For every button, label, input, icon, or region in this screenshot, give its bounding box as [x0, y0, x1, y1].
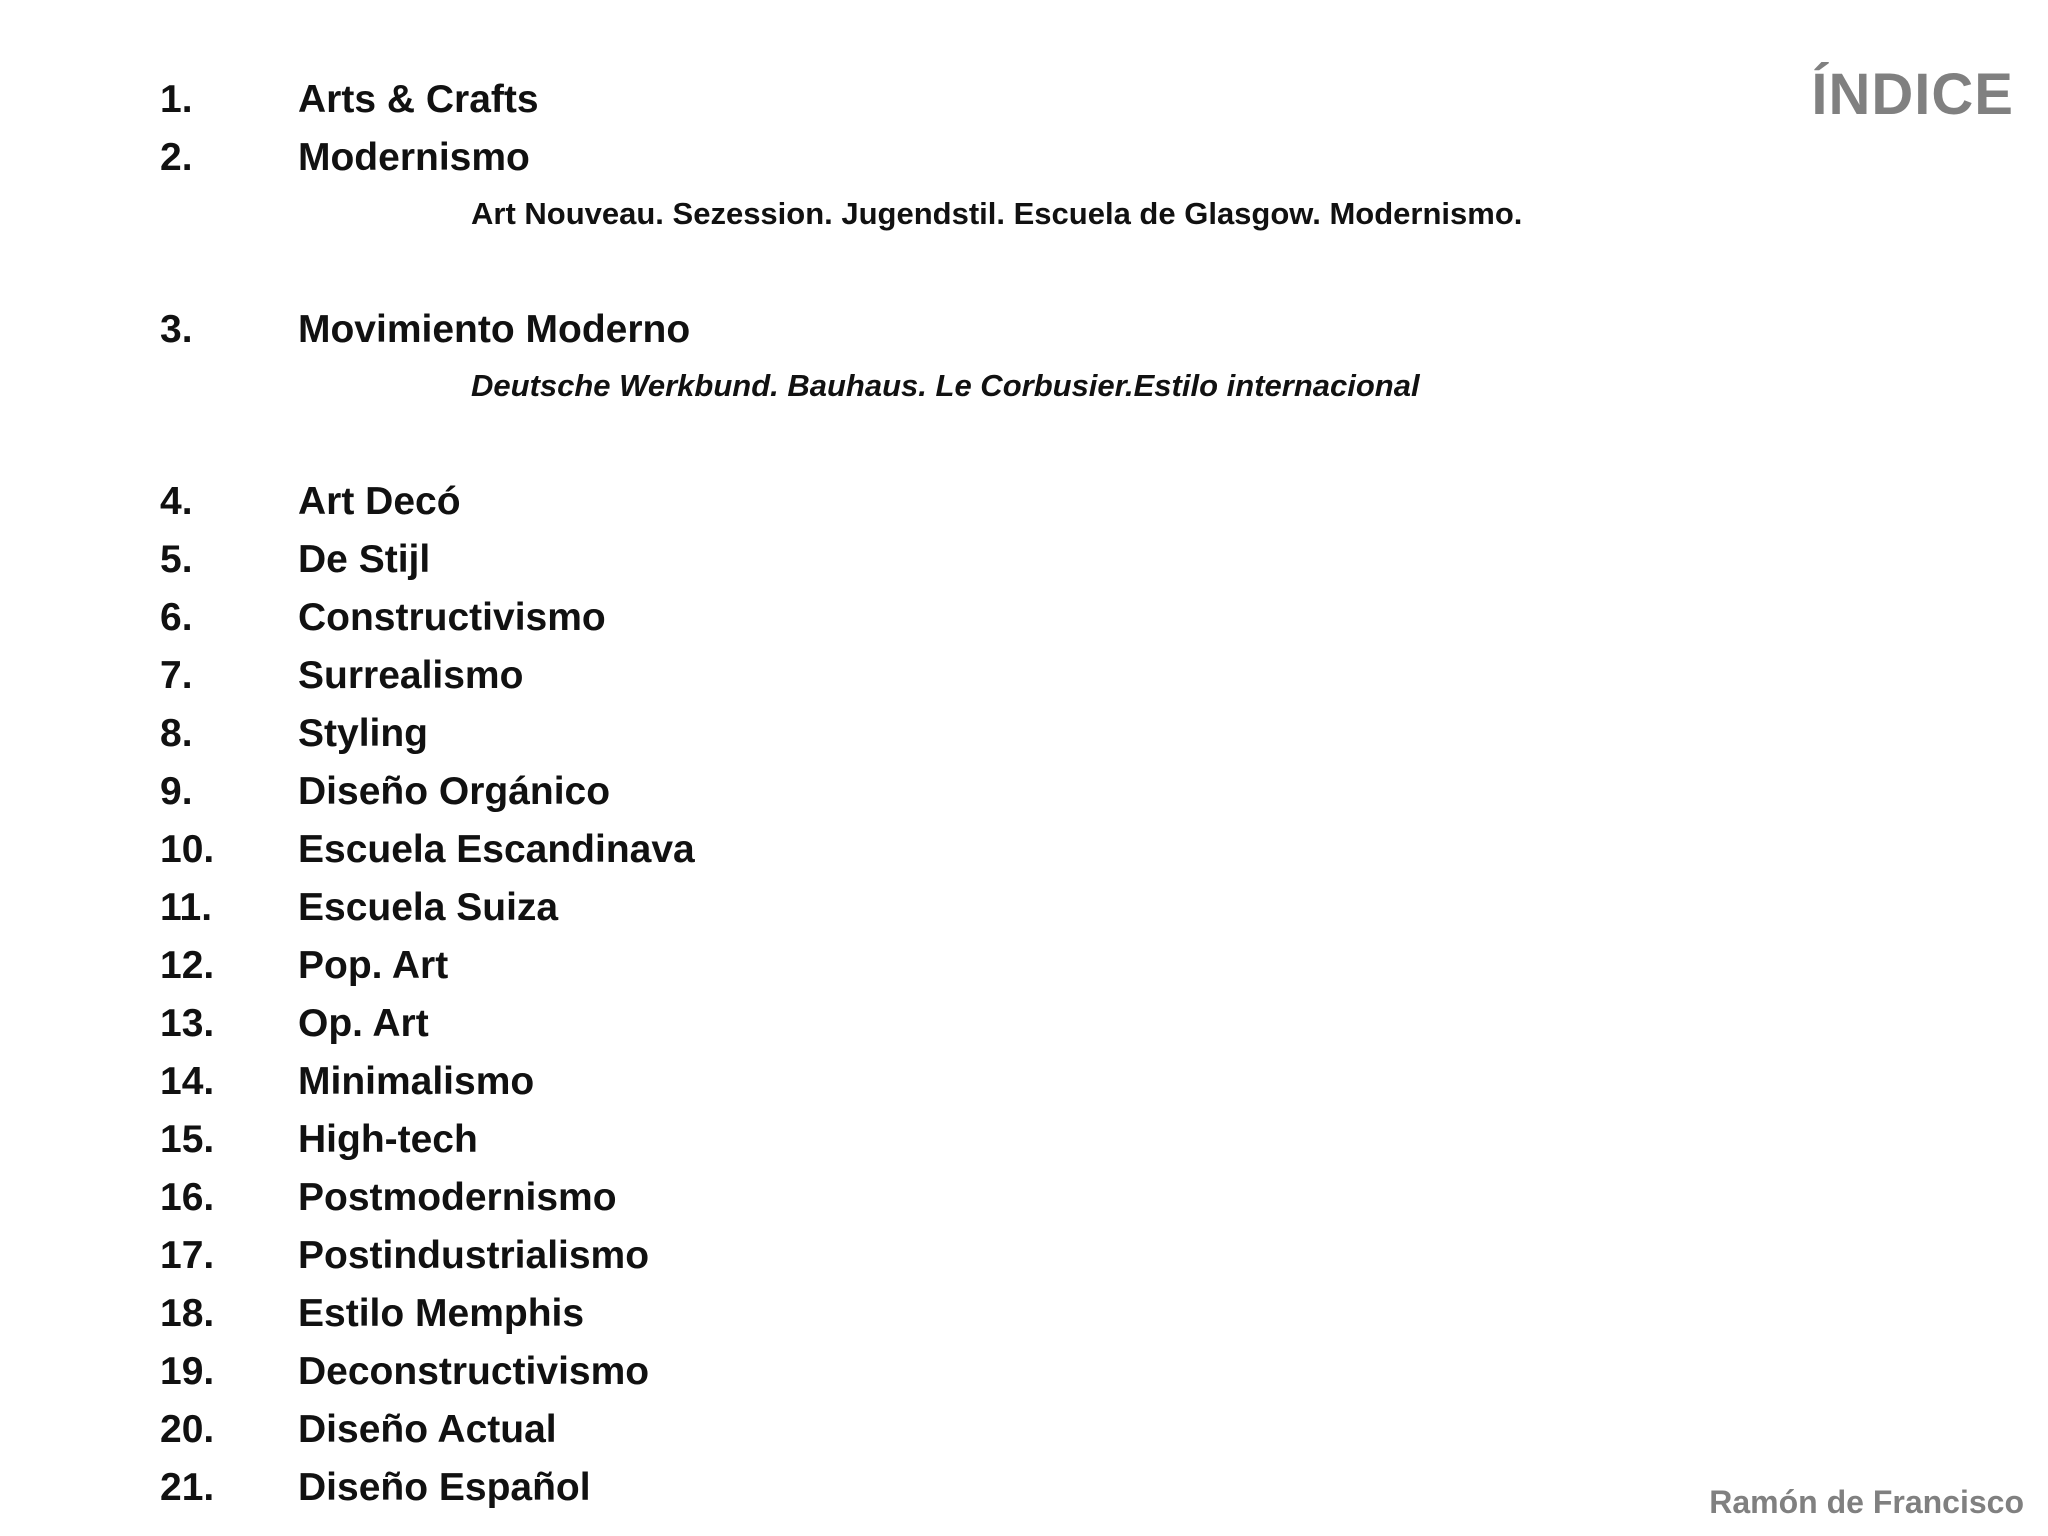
entry-number: 4.	[160, 480, 193, 523]
index-entry	[160, 942, 1660, 1000]
entry-label: Constructivismo	[298, 596, 606, 639]
index-entry	[160, 594, 1660, 652]
entry-number: 9.	[160, 770, 193, 813]
index-entry	[160, 1406, 1660, 1464]
index-entry	[160, 1464, 1660, 1522]
entry-number: 14.	[160, 1060, 215, 1103]
index-entry	[160, 884, 1660, 942]
entry-label: High-tech	[298, 1118, 478, 1161]
index-entry	[160, 1116, 1660, 1174]
index-entry	[160, 1232, 1660, 1290]
entry-label: Postindustrialismo	[298, 1234, 650, 1277]
index-entry	[160, 1290, 1660, 1348]
entry-label: Surrealismo	[298, 654, 524, 697]
page-title: ÍNDICE	[1811, 62, 2014, 127]
index-entry	[160, 1174, 1660, 1232]
entry-label: Escuela Escandinava	[298, 828, 695, 871]
index-entry	[160, 652, 1660, 710]
entry-number: 1.	[160, 78, 193, 121]
index-entry	[160, 710, 1660, 768]
index-entry	[160, 768, 1660, 826]
entry-number: 7.	[160, 654, 193, 697]
entry-label: Deconstructivismo	[298, 1350, 650, 1393]
index-entry	[160, 134, 1660, 192]
subtitle-text: Deutsche Werkbund. Bauhaus. Le Corbusier.Estilo internacional	[471, 368, 1420, 403]
entry-label: Modernismo	[298, 136, 530, 179]
index-entry	[160, 1348, 1660, 1406]
entry-label: Diseño Orgánico	[298, 770, 611, 813]
entry-label: Escuela Suiza	[298, 886, 559, 929]
entry-label: Minimalismo	[298, 1060, 535, 1103]
entry-number: 12.	[160, 944, 215, 987]
entry-number: 5.	[160, 538, 193, 581]
entry-label: Op. Art	[298, 1002, 429, 1045]
entry-number: 2.	[160, 136, 193, 179]
entry-number: 17.	[160, 1234, 215, 1277]
entry-number: 3.	[160, 308, 193, 351]
index-entry	[160, 306, 1660, 364]
index-entry	[160, 536, 1660, 594]
entry-label: Art Decó	[298, 480, 461, 523]
entry-number: 20.	[160, 1408, 215, 1451]
index-entry	[160, 1058, 1660, 1116]
entry-number: 6.	[160, 596, 193, 639]
entry-label: Styling	[298, 712, 429, 755]
entry-label: Diseño Español	[298, 1466, 591, 1509]
entry-label: Estilo Memphis	[298, 1292, 585, 1335]
index-list	[160, 76, 1660, 1522]
entry-number: 8.	[160, 712, 193, 755]
entry-label: Movimiento Moderno	[298, 308, 691, 351]
entry-label: Arts & Crafts	[298, 78, 539, 121]
entry-number: 13.	[160, 1002, 215, 1045]
entry-label: Diseño Actual	[298, 1408, 557, 1451]
author-credit: Ramón de Francisco	[1709, 1484, 2024, 1520]
entry-subtitle	[160, 364, 1660, 478]
entry-number: 19.	[160, 1350, 215, 1393]
entry-number: 16.	[160, 1176, 215, 1219]
index-entry	[160, 1000, 1660, 1058]
entry-number: 10.	[160, 828, 215, 871]
entry-label: Pop. Art	[298, 944, 449, 987]
index-entry	[160, 76, 1660, 134]
entry-number: 18.	[160, 1292, 215, 1335]
index-entry	[160, 478, 1660, 536]
entry-number: 15.	[160, 1118, 215, 1161]
entry-subtitle	[160, 192, 1660, 306]
index-entry	[160, 826, 1660, 884]
entry-number: 11.	[160, 886, 213, 929]
entry-label: Postmodernismo	[298, 1176, 617, 1219]
entry-number: 21.	[160, 1466, 215, 1509]
entry-label: De Stijl	[298, 538, 431, 581]
subtitle-text: Art Nouveau. Sezession. Jugendstil. Escuela de Glasgow. Modernismo.	[471, 196, 1523, 231]
